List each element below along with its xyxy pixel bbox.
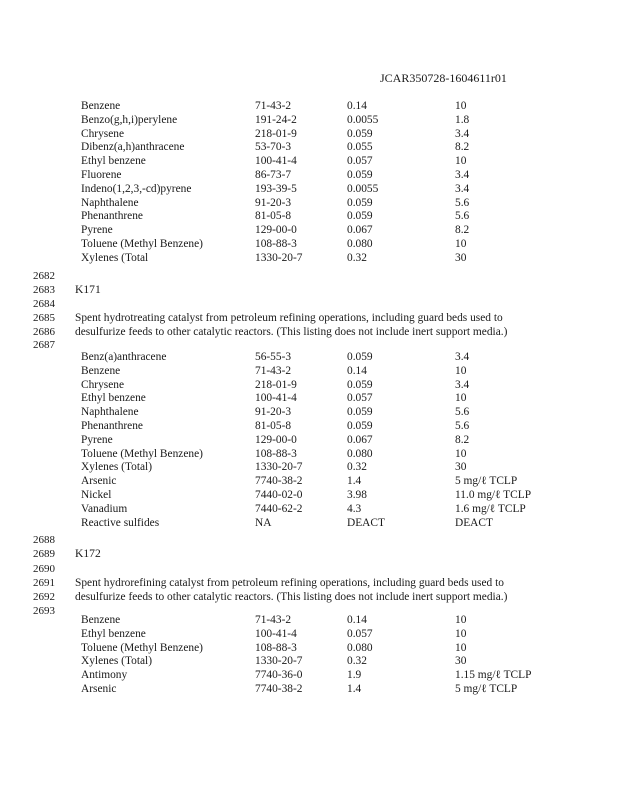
cell-constituent: Indeno(1,2,3,-cd)pyrene [81, 182, 192, 195]
cell-standard: 30 [455, 655, 467, 668]
line-number: 2688 [33, 534, 55, 546]
cell-cas-number: 7740-38-2 [255, 475, 303, 488]
cell-cas-number: 129-00-0 [255, 433, 297, 446]
cell-standard: 5.6 [455, 196, 470, 209]
cell-cas-number: 218-01-9 [255, 378, 297, 391]
cell-cas-number: 1330-20-7 [255, 461, 303, 474]
cell-constituent: Reactive sulfides [81, 516, 160, 529]
cell-cas-number: 7440-62-2 [255, 502, 303, 515]
cell-concentration: 4.3 [347, 502, 362, 515]
cell-cas-number: 81-05-8 [255, 419, 292, 432]
cell-concentration: 1.4 [347, 682, 362, 695]
cell-constituent: Toluene (Methyl Benzene) [81, 237, 203, 250]
cell-constituent: Phenanthrene [81, 210, 143, 223]
cell-constituent: Pyrene [81, 224, 113, 237]
cell-concentration: 0.059 [347, 351, 373, 363]
cell-constituent: Ethyl benzene [81, 627, 146, 640]
table-row [81, 683, 551, 697]
cell-standard: 3.4 [455, 182, 470, 195]
cell-cas-number: 53-70-3 [255, 141, 292, 154]
cell-constituent: Toluene (Methyl Benzene) [81, 447, 203, 460]
table-row [81, 655, 551, 669]
cell-standard: 3.4 [455, 127, 470, 140]
cell-constituent: Chrysene [81, 127, 125, 140]
cell-cas-number: 108-88-3 [255, 237, 297, 250]
cell-concentration: 0.057 [347, 155, 373, 168]
cell-cas-number: 1330-20-7 [255, 251, 303, 264]
table-row [81, 448, 551, 462]
cell-standard: 10 [455, 614, 467, 626]
cell-cas-number: 71-43-2 [255, 614, 292, 626]
cell-standard: 1.15 mg/ℓ TCLP [455, 669, 532, 682]
cell-cas-number: 100-41-4 [255, 392, 297, 405]
cell-standard: 8.2 [455, 224, 470, 237]
table-row [81, 517, 551, 531]
cell-concentration: 0.059 [347, 406, 373, 419]
table-row [81, 406, 551, 420]
cell-constituent: Benz(a)anthracene [81, 351, 167, 363]
line-number: 2689 [33, 548, 55, 560]
cell-constituent: Pyrene [81, 433, 113, 446]
cell-standard: DEACT [455, 516, 493, 529]
cell-standard: 10 [455, 364, 467, 377]
table-row [81, 434, 551, 448]
line-number: 2683 [33, 284, 55, 296]
cell-constituent: Benzene [81, 364, 121, 377]
cell-standard: 1.8 [455, 113, 470, 126]
cell-concentration: 0.059 [347, 419, 373, 432]
cell-concentration: 0.32 [347, 655, 367, 668]
cell-cas-number: 91-20-3 [255, 196, 292, 209]
table-row [81, 503, 551, 517]
cell-concentration: 0.059 [347, 210, 373, 223]
table-row [81, 614, 551, 628]
line-number: 2682 [33, 270, 55, 282]
cell-cas-number: NA [255, 516, 272, 529]
cell-constituent: Phenanthrene [81, 419, 143, 432]
cell-concentration: 0.0055 [347, 182, 379, 195]
cell-concentration: 0.14 [347, 100, 367, 112]
cell-concentration: 0.080 [347, 641, 373, 654]
cell-concentration: 1.9 [347, 669, 362, 682]
cell-standard: 5 mg/ℓ TCLP [455, 682, 518, 695]
cell-cas-number: 100-41-4 [255, 627, 297, 640]
table-row [81, 642, 551, 656]
cell-concentration: 0.067 [347, 224, 373, 237]
cell-standard: 10 [455, 392, 467, 405]
table-row [81, 351, 551, 365]
cell-cas-number: 81-05-8 [255, 210, 292, 223]
line-number: 2687 [33, 339, 55, 351]
document-id: JCAR350728-1604611r01 [380, 71, 507, 85]
line-number: 2686 [33, 326, 55, 338]
table-row [81, 628, 551, 642]
cell-standard: 8.2 [455, 433, 470, 446]
table-row [81, 169, 551, 183]
cell-cas-number: 56-55-3 [255, 351, 292, 363]
k171-desc-line2: desulfurize feeds to other catalytic reactors. (This listing does not include inert support media.) [75, 326, 508, 339]
cell-cas-number: 1330-20-7 [255, 655, 303, 668]
table-row [81, 365, 551, 379]
cell-standard: 3.4 [455, 351, 470, 363]
cell-cas-number: 7440-02-0 [255, 488, 303, 501]
cell-standard: 3.4 [455, 378, 470, 391]
line-number: 2685 [33, 312, 55, 324]
k172-description [75, 576, 545, 605]
cell-constituent: Naphthalene [81, 406, 139, 419]
cell-constituent: Benzo(g,h,i)perylene [81, 113, 178, 126]
cell-constituent: Dibenz(a,h)anthracene [81, 141, 185, 154]
cell-concentration: 0.055 [347, 141, 373, 154]
cell-constituent: Xylenes (Total) [81, 655, 153, 668]
cell-standard: 30 [455, 461, 467, 474]
cell-cas-number: 71-43-2 [255, 100, 292, 112]
table-row [81, 197, 551, 211]
cell-constituent: Nickel [81, 488, 112, 501]
cell-constituent: Ethyl benzene [81, 392, 146, 405]
cell-constituent: Benzene [81, 614, 121, 626]
k172-table [81, 614, 551, 697]
cell-concentration: 0.32 [347, 461, 367, 474]
cell-constituent: Naphthalene [81, 196, 139, 209]
table-row [81, 461, 551, 475]
line-number: 2693 [33, 605, 55, 617]
table-row [81, 379, 551, 393]
table-row [81, 238, 551, 252]
cell-standard: 8.2 [455, 141, 470, 154]
k172-desc-line2: desulfurize feeds to other catalytic reactors. (This listing does not include inert support media.) [75, 591, 508, 604]
table-row [81, 141, 551, 155]
cell-concentration: 0.057 [347, 392, 373, 405]
cell-standard: 3.4 [455, 168, 470, 181]
cell-standard: 5.6 [455, 210, 470, 223]
cell-cas-number: 108-88-3 [255, 641, 297, 654]
cell-concentration: 0.059 [347, 196, 373, 209]
cell-cas-number: 7740-38-2 [255, 682, 303, 695]
cell-standard: 10 [455, 641, 467, 654]
cell-constituent: Toluene (Methyl Benzene) [81, 641, 203, 654]
cell-concentration: 0.0055 [347, 113, 379, 126]
cell-concentration: DEACT [347, 516, 385, 529]
line-number: 2692 [33, 591, 55, 603]
cell-cas-number: 100-41-4 [255, 155, 297, 168]
cell-cas-number: 91-20-3 [255, 406, 292, 419]
cell-cas-number: 191-24-2 [255, 113, 297, 126]
cell-constituent: Xylenes (Total) [81, 461, 153, 474]
cell-standard: 10 [455, 447, 467, 460]
cell-constituent: Chrysene [81, 378, 125, 391]
table-row [81, 489, 551, 503]
cell-concentration: 0.057 [347, 627, 373, 640]
cell-constituent: Antimony [81, 669, 128, 682]
cell-cas-number: 86-73-7 [255, 168, 292, 181]
cell-concentration: 0.067 [347, 433, 373, 446]
table-row [81, 669, 551, 683]
k171-code: K171 [75, 283, 101, 296]
line-number: 2691 [33, 577, 55, 589]
cell-cas-number: 7740-36-0 [255, 669, 303, 682]
k171-description [75, 311, 545, 340]
cell-cas-number: 71-43-2 [255, 364, 292, 377]
table-row [81, 475, 551, 489]
cell-constituent: Xylenes (Total [81, 251, 149, 264]
k171-desc-line1: Spent hydrotreating catalyst from petroleum refining operations, including guard beds used to [75, 312, 503, 324]
table-row [81, 100, 551, 114]
cell-cas-number: 193-39-5 [255, 182, 297, 195]
cell-concentration: 0.059 [347, 378, 373, 391]
cell-cas-number: 218-01-9 [255, 127, 297, 140]
cell-concentration: 0.080 [347, 237, 373, 250]
cell-cas-number: 108-88-3 [255, 447, 297, 460]
cell-constituent: Fluorene [81, 168, 122, 181]
cell-constituent: Vanadium [81, 502, 128, 515]
table-row [81, 252, 551, 266]
cell-standard: 5 mg/ℓ TCLP [455, 475, 518, 488]
cell-constituent: Arsenic [81, 475, 117, 488]
cell-concentration: 3.98 [347, 488, 367, 501]
cell-standard: 11.0 mg/ℓ TCLP [455, 488, 532, 501]
k172-desc-line1: Spent hydrorefining catalyst from petroleum refining operations, including guard beds used to [75, 577, 504, 589]
cell-concentration: 0.059 [347, 127, 373, 140]
table-continued [81, 100, 551, 266]
line-number: 2690 [33, 563, 55, 575]
cell-concentration: 0.080 [347, 447, 373, 460]
cell-constituent: Ethyl benzene [81, 155, 146, 168]
cell-constituent: Benzene [81, 100, 121, 112]
cell-concentration: 1.4 [347, 475, 362, 488]
table-row [81, 155, 551, 169]
cell-standard: 10 [455, 627, 467, 640]
table-row [81, 224, 551, 238]
table-row [81, 420, 551, 434]
cell-concentration: 0.059 [347, 168, 373, 181]
cell-cas-number: 129-00-0 [255, 224, 297, 237]
k171-table [81, 351, 551, 530]
line-number: 2684 [33, 298, 55, 310]
cell-standard: 10 [455, 155, 467, 168]
k172-code: K172 [75, 547, 101, 560]
cell-standard: 10 [455, 100, 467, 112]
cell-concentration: 0.14 [347, 614, 367, 626]
cell-constituent: Arsenic [81, 682, 117, 695]
cell-standard: 30 [455, 251, 467, 264]
cell-standard: 5.6 [455, 406, 470, 419]
cell-standard: 5.6 [455, 419, 470, 432]
table-row [81, 392, 551, 406]
table-row [81, 210, 551, 224]
cell-concentration: 0.14 [347, 364, 367, 377]
table-row [81, 114, 551, 128]
table-row [81, 183, 551, 197]
cell-standard: 10 [455, 237, 467, 250]
table-row [81, 128, 551, 142]
cell-concentration: 0.32 [347, 251, 367, 264]
cell-standard: 1.6 mg/ℓ TCLP [455, 502, 526, 515]
